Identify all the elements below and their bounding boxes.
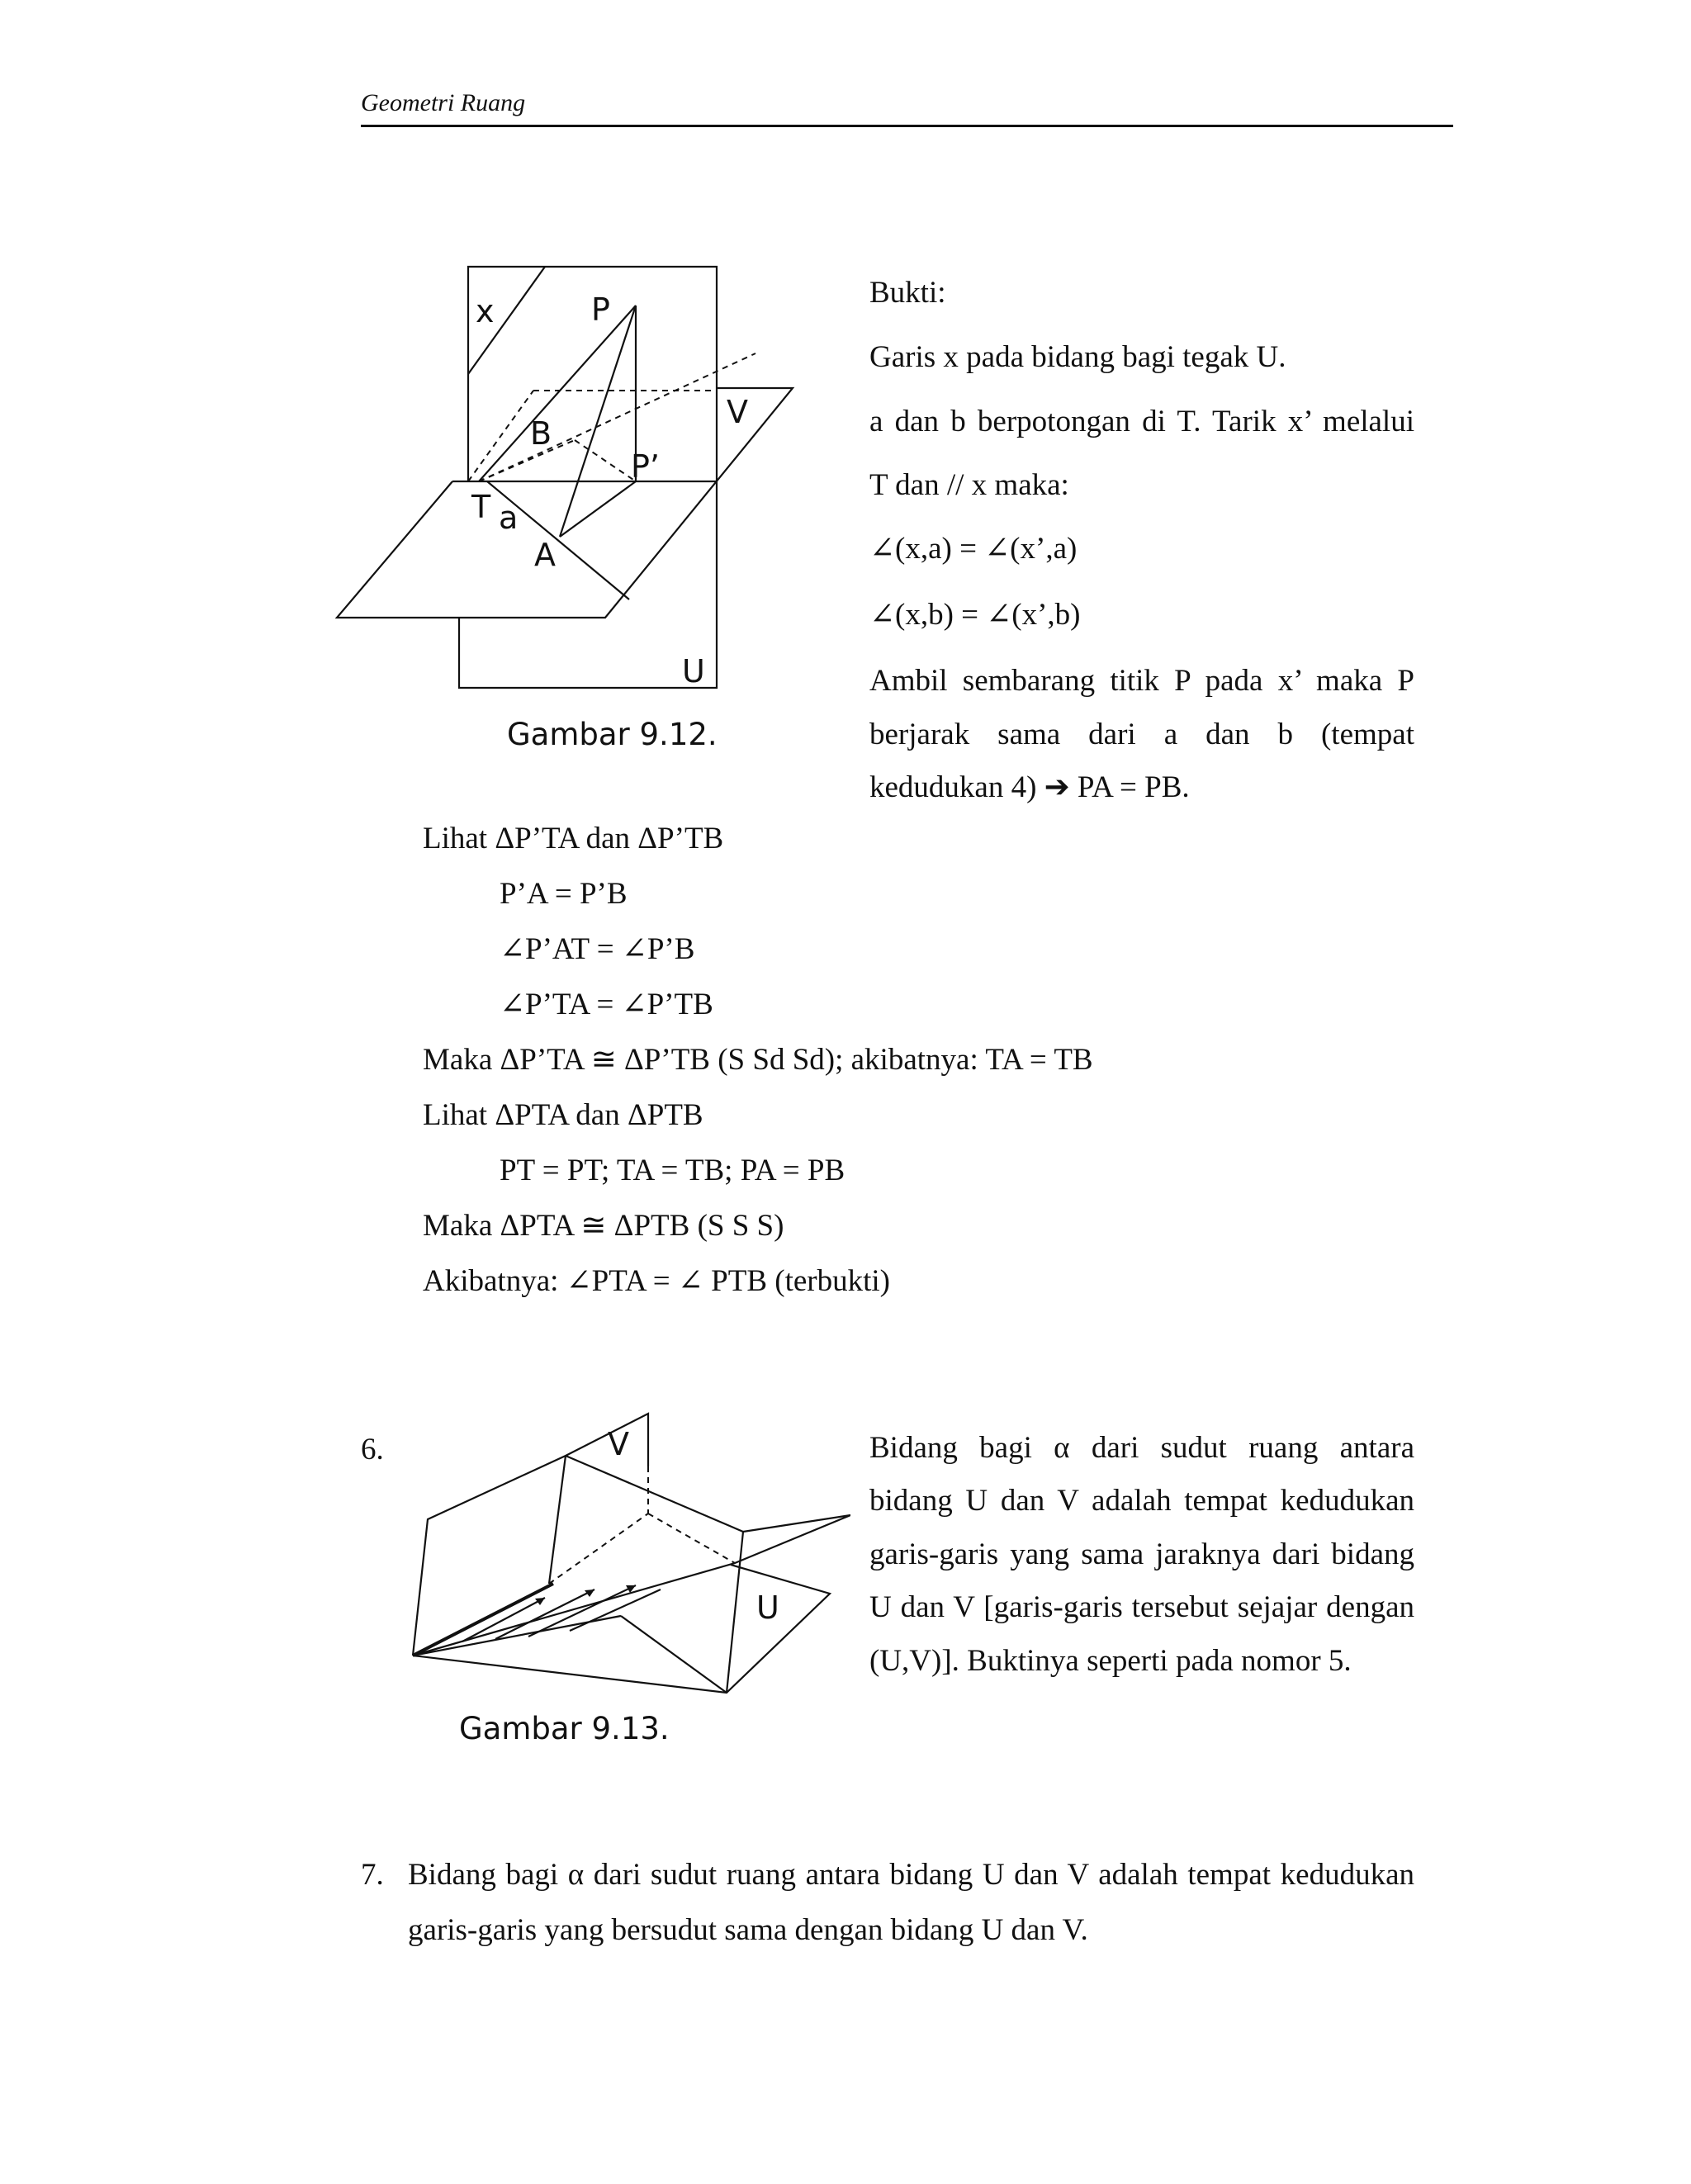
dash-b-extension bbox=[479, 353, 756, 481]
plane-u bbox=[413, 1565, 830, 1693]
item-6-line: U dan V [garis-garis tersebut sejajar dengan bbox=[869, 1590, 1414, 1624]
proof-line: berjarak sama dari a dan b (tempat bbox=[869, 718, 1414, 751]
derivation-line: P’A = P’B bbox=[500, 877, 628, 911]
item-6-line: bidang U dan V adalah tempat kedudukan bbox=[869, 1484, 1414, 1518]
derivation-line: Lihat ΔPTA dan ΔPTB bbox=[423, 1098, 703, 1132]
plane-u-lower bbox=[459, 481, 717, 688]
derivation-line: ∠P’TA = ∠P’TB bbox=[500, 988, 713, 1021]
label-p-prime: P’ bbox=[631, 448, 660, 485]
proof-line: T dan // x maka: bbox=[869, 468, 1069, 502]
label-x: x bbox=[476, 293, 495, 329]
proof-line: Garis x pada bidang bagi tegak U. bbox=[869, 340, 1286, 374]
figure-9-13-caption: Gambar 9.13. bbox=[459, 1711, 670, 1746]
label-p: P bbox=[591, 291, 610, 328]
derivation-line: Maka ΔP’TA ≅ ΔP’TB (S Sd Sd); akibatnya: TA = TB bbox=[423, 1043, 1093, 1077]
proof-heading: Bukti: bbox=[869, 276, 946, 310]
derivation-line: PT = PT; TA = TB; PA = PB bbox=[500, 1154, 846, 1187]
proof-line: Ambil sembarang titik P pada x’ maka P bbox=[869, 664, 1414, 698]
plane-v-crease bbox=[566, 1456, 743, 1532]
edge-uv bbox=[413, 1584, 553, 1656]
label-u: U bbox=[682, 653, 705, 689]
edge-ap bbox=[560, 306, 636, 537]
label-u: U bbox=[756, 1589, 779, 1626]
item-7-number: 7. bbox=[361, 1858, 384, 1892]
parallel-line bbox=[528, 1585, 636, 1637]
dash-back-left bbox=[468, 391, 533, 481]
edge-ap-prime bbox=[560, 481, 636, 537]
proof-line: a dan b berpotongan di T. Tarik x’ melalui bbox=[869, 405, 1414, 438]
item-7-line: garis-garis yang bersudut sama dengan bidang U dan V. bbox=[408, 1913, 1088, 1947]
item-6-line: garis-garis yang sama jaraknya dari bidang bbox=[869, 1537, 1414, 1571]
header-rule bbox=[361, 125, 1453, 127]
proof-line: kedudukan 4) ➔ PA = PB. bbox=[869, 770, 1190, 804]
dash-back-right bbox=[648, 1514, 735, 1563]
plane-v-edge bbox=[549, 1456, 566, 1584]
proof-line: ∠(x,a) = ∠(x’,a) bbox=[869, 532, 1078, 566]
plane-v-right bbox=[727, 1532, 743, 1693]
figure-9-13 bbox=[405, 1404, 850, 1709]
label-t: T bbox=[471, 489, 491, 525]
figure-9-12-caption: Gambar 9.12. bbox=[507, 717, 718, 752]
dash-back-diag bbox=[549, 1514, 648, 1584]
item-6-line: Bidang bagi α dari sudut ruang antara bbox=[869, 1431, 1414, 1465]
label-v: V bbox=[608, 1426, 629, 1462]
label-a-point: A bbox=[534, 537, 556, 573]
item-6-number: 6. bbox=[361, 1433, 384, 1466]
derivation-line: ∠P’AT = ∠P’B bbox=[500, 932, 695, 966]
plane-v bbox=[337, 388, 793, 618]
proof-line: ∠(x,b) = ∠(x’,b) bbox=[869, 598, 1081, 632]
derivation-line: Akibatnya: ∠PTA = ∠ PTB (terbukti) bbox=[423, 1264, 891, 1298]
running-header: Geometri Ruang bbox=[361, 89, 526, 116]
figure-9-12 bbox=[330, 260, 809, 706]
parallel-line bbox=[495, 1589, 594, 1639]
derivation-line: Lihat ΔP’TA dan ΔP’TB bbox=[423, 822, 724, 855]
label-a-line: a bbox=[499, 500, 519, 536]
item-6-line: (U,V)]. Buktinya seperti pada nomor 5. bbox=[869, 1644, 1352, 1678]
derivation-line: Maka ΔPTA ≅ ΔPTB (S S S) bbox=[423, 1209, 784, 1243]
edge-tp bbox=[479, 306, 636, 481]
item-7-line: Bidang bagi α dari sudut ruang antara bidang U dan V adalah tempat kedudukan bbox=[408, 1858, 1414, 1892]
label-v: V bbox=[727, 394, 748, 430]
label-b: B bbox=[530, 415, 552, 452]
